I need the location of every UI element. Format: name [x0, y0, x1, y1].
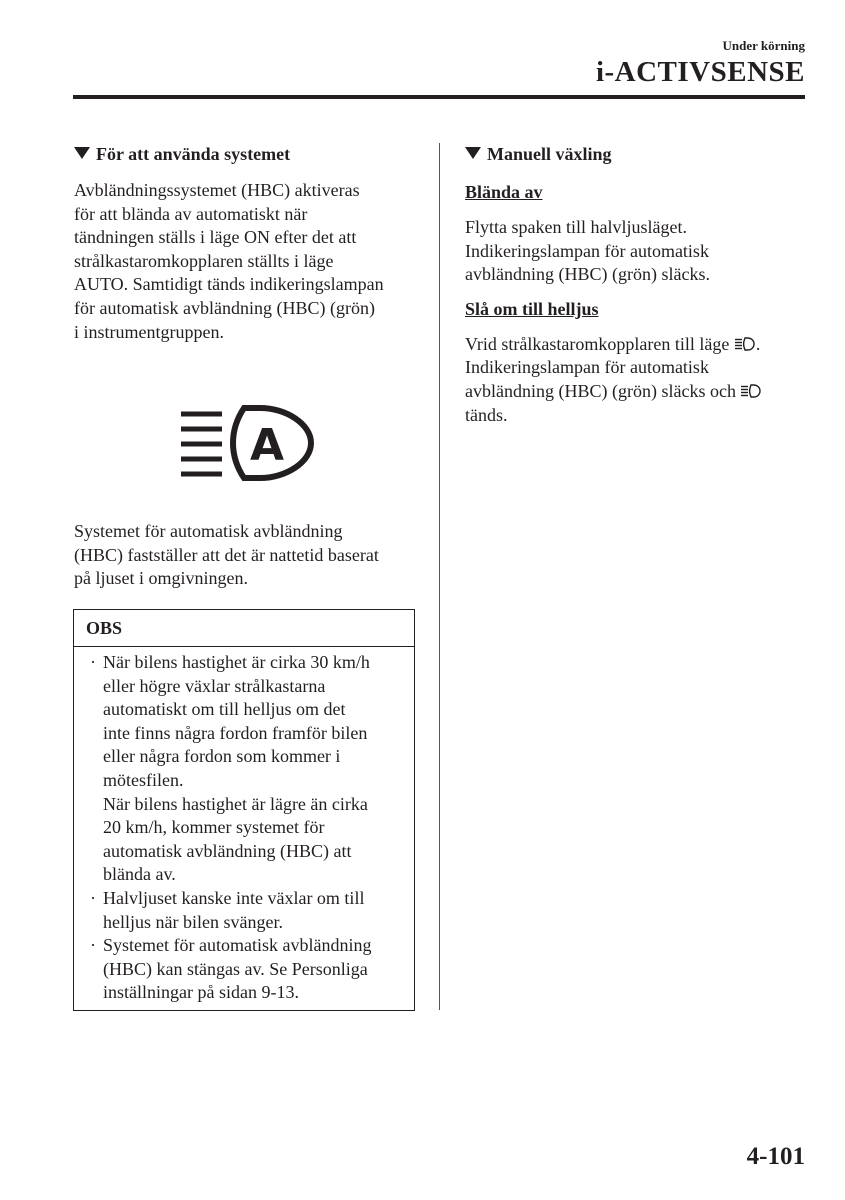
high-beam-paragraph: Vrid strålkastaromkopplaren till läge . Indikeringslampan för automatisk avbländning (HBC) (grön) släcks och tänds. [465, 333, 761, 425]
triangle-marker-icon [465, 147, 481, 159]
high-beam-icon [741, 384, 761, 398]
dim-paragraph: Flytta spaken till halvljusläget. Indikeringslampan för automatisk avbländning (HBC) (grön) släcks. [465, 217, 710, 285]
obs-item: · Halvljuset kanske inte växlar om till helljus när bilen svänger. [90, 887, 365, 932]
right-heading: Manuell växling [465, 142, 810, 166]
left-column [74, 142, 416, 344]
subheading-high-beam: Slå om till helljus [465, 298, 599, 319]
header-rule [73, 95, 805, 99]
after-icon-block [74, 520, 419, 591]
section-title: i-ACTIVSENSE [595, 56, 805, 88]
left-heading: För att använda systemet [74, 142, 416, 166]
obs-item: · Systemet för automatisk avbländning (HBC) kan stängas av. Se Personliga inställningar på sidan 9-13. [90, 935, 372, 1003]
obs-title: OBS [74, 610, 414, 647]
obs-body [74, 647, 414, 1005]
svg-text:A: A [249, 420, 285, 471]
after-icon-paragraph: Systemet för automatisk avbländning (HBC) fastställer att det är nattetid baserat på ljuset i omgivningen. [74, 521, 379, 589]
auto-high-beam-icon [178, 400, 318, 486]
high-beam-icon [735, 337, 755, 351]
triangle-marker-icon [74, 147, 90, 159]
intro-paragraph: Avbländningssystemet (HBC) aktiveras för att blända av automatiskt när tändningen ställs i läge ON efter det att strålkastaromkopplaren ställts i läge AUTO. Samtidigt tänds indikeringslampan för automatisk avbländning (HBC) (grön) i instrumentgruppen. [74, 180, 384, 342]
column-divider [439, 143, 440, 1010]
obs-box [73, 609, 415, 1011]
subheading-dim: Blända av [465, 182, 543, 202]
chapter-label: Under körning [722, 38, 805, 53]
page-number: 4-101 [746, 1143, 805, 1170]
right-column [465, 142, 810, 427]
obs-item: · När bilens hastighet är cirka 30 km/h eller högre växlar strålkastarna automatiskt om till helljus om det inte finns några fordon framför bilen eller några fordon som kommer i mötesfilen. När bilens hastighet är lägre än cirka 20 km/h, kommer systemet för automatisk avbländning (HBC) att blända av. [90, 652, 370, 885]
